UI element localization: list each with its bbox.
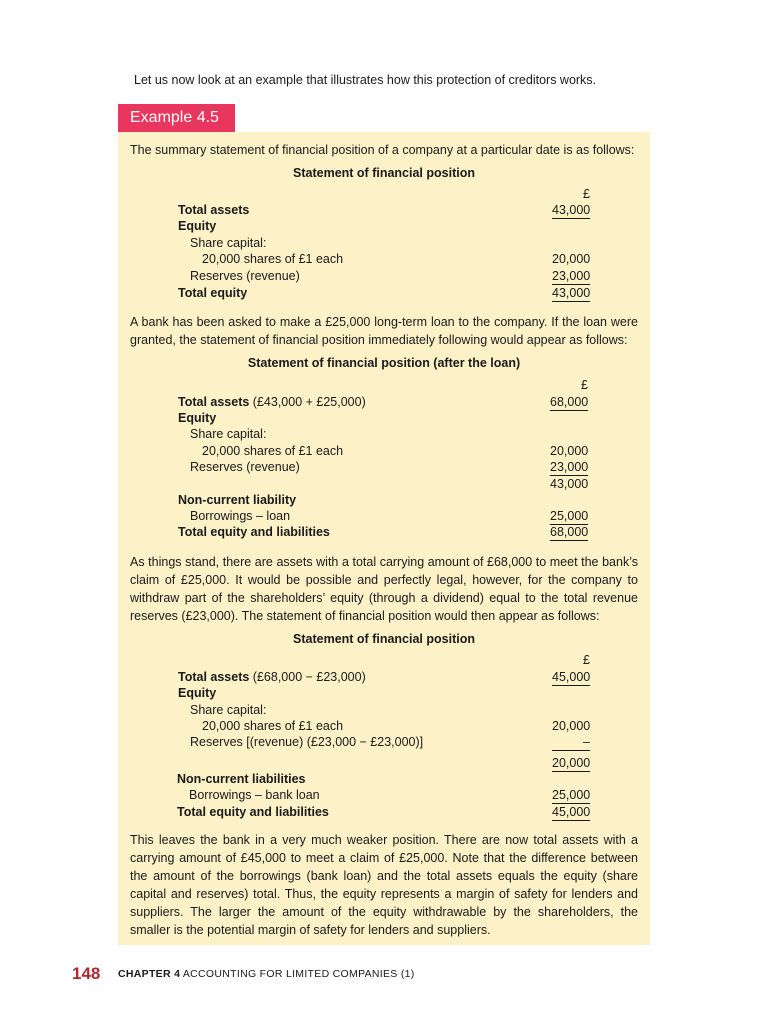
paragraph-2: A bank has been asked to make a £25,000 long-term loan to the company. If the loan were granted, the statement of financial position immediately following would appear as follows:: [130, 315, 638, 347]
statement-2-borrowings-value: 25,000: [550, 509, 589, 523]
statement-1-total-equity-value: 43,000: [552, 286, 591, 300]
statement-3-total-assets-row: [178, 669, 366, 685]
statement-2-borrowings-label: Borrowings – loan: [190, 509, 291, 523]
statement-1-reserves-label: Reserves (revenue): [190, 269, 300, 283]
statement-2-total-el-value: 68,000: [550, 525, 589, 539]
statement-3-reserves-label: Reserves [(revenue) (£23,000 − £23,000)]: [190, 735, 424, 749]
paragraph-1: The summary statement of financial position of a company at a particular date is as follows:: [130, 143, 635, 157]
statement-3-total-assets-calc: (£68,000 − £23,000): [249, 670, 366, 684]
statement-2-share-capital-label: Share capital:: [190, 427, 267, 441]
footer-chapter-title: ACCOUNTING FOR LIMITED COMPANIES (1): [182, 968, 415, 980]
statement-3-total-el-label: Total equity and liabilities: [177, 805, 329, 819]
statement-3-shares-label: 20,000 shares of £1 each: [202, 719, 344, 733]
statement-2-shares-label: 20,000 shares of £1 each: [202, 444, 344, 458]
paragraph-3: As things stand, there are assets with a total carrying amount of £68,000 to meet the bank’s claim of £25,000. It would be possible and perfectly legal, however, for the company to withdraw part of the shareholders’ equity (through a dividend) equal to the total revenue reserves (£23,000). The statement of financial position would then appear as follows:: [130, 555, 638, 623]
statement-2-total-assets-label: Total assets: [178, 395, 250, 409]
statement-3-borrowings-label: Borrowings – bank loan: [189, 788, 320, 802]
statement-3-total-el-value: 45,000: [552, 805, 591, 819]
statement-1-total-assets-label: Total assets: [178, 203, 250, 217]
statement-3-share-capital-label: Share capital:: [190, 703, 267, 717]
running-footer: [118, 968, 415, 980]
statement-3-title: Statement of financial position: [293, 632, 475, 646]
statement-3-total-assets-value: 45,000: [552, 670, 591, 684]
statement-2-total-assets-value: 68,000: [550, 395, 589, 409]
statement-2-currency: £: [581, 378, 588, 392]
statement-3-shares-value: 20,000: [552, 719, 591, 733]
statement-2-equity-label: Equity: [178, 411, 217, 425]
statement-3-total-assets-label: Total assets: [178, 670, 250, 684]
statement-1-equity-label: Equity: [178, 219, 217, 233]
statement-3-equity-label: Equity: [178, 686, 217, 700]
statement-3-reserves-value: –: [552, 734, 590, 751]
statement-2-total-el-label: Total equity and liabilities: [178, 525, 330, 539]
statement-1-total-equity-label: Total equity: [178, 286, 248, 300]
paragraph-4: This leaves the bank in a very much weaker position. There are now total assets with a carrying amount of £45,000 to meet a claim of £25,000. Note that the difference between the amount of the borrowings (bank loan) and the total assets equals the equity (share capital and reserves) total. Thus, the equity represents a margin of safety for lenders and suppliers. The larger the amount of the equity withdrawable by the shareholders, the smaller is the potential margin of safety for lenders and suppliers.: [130, 833, 638, 937]
statement-1-total-assets-value: 43,000: [552, 203, 591, 217]
statement-1-shares-value: 20,000: [552, 252, 591, 266]
statement-2-subtotal-value: 43,000: [550, 477, 589, 491]
statement-1-reserves-value: 23,000: [552, 269, 591, 283]
page-number: 148: [72, 964, 101, 983]
statement-2-reserves-value: 23,000: [550, 460, 589, 474]
statement-3-borrowings-value: 25,000: [552, 788, 591, 802]
statement-1-title: Statement of financial position: [293, 166, 475, 180]
statement-3-subtotal-value: 20,000: [552, 756, 591, 770]
statement-1-currency: £: [583, 187, 590, 201]
statement-2-title: Statement of financial position (after the loan): [247, 356, 521, 370]
statement-1-shares-label: 20,000 shares of £1 each: [202, 252, 344, 266]
statement-3-currency: £: [583, 653, 590, 667]
example-label: Example 4.5: [118, 104, 235, 132]
statement-2-total-assets-row: [178, 394, 366, 410]
statement-2-total-assets-calc: (£43,000 + £25,000): [249, 395, 366, 409]
intro-text: Let us now look at an example that illustrates how this protection of creditors works.: [134, 73, 597, 87]
statement-1-share-capital-label: Share capital:: [190, 236, 267, 250]
statement-3-ncl-label: Non-current liabilities: [177, 772, 306, 786]
statement-2-shares-value: 20,000: [550, 444, 589, 458]
statement-2-reserves-label: Reserves (revenue): [190, 460, 300, 474]
footer-chapter: CHAPTER 4: [118, 968, 181, 980]
statement-2-ncl-label: Non-current liability: [178, 493, 297, 507]
